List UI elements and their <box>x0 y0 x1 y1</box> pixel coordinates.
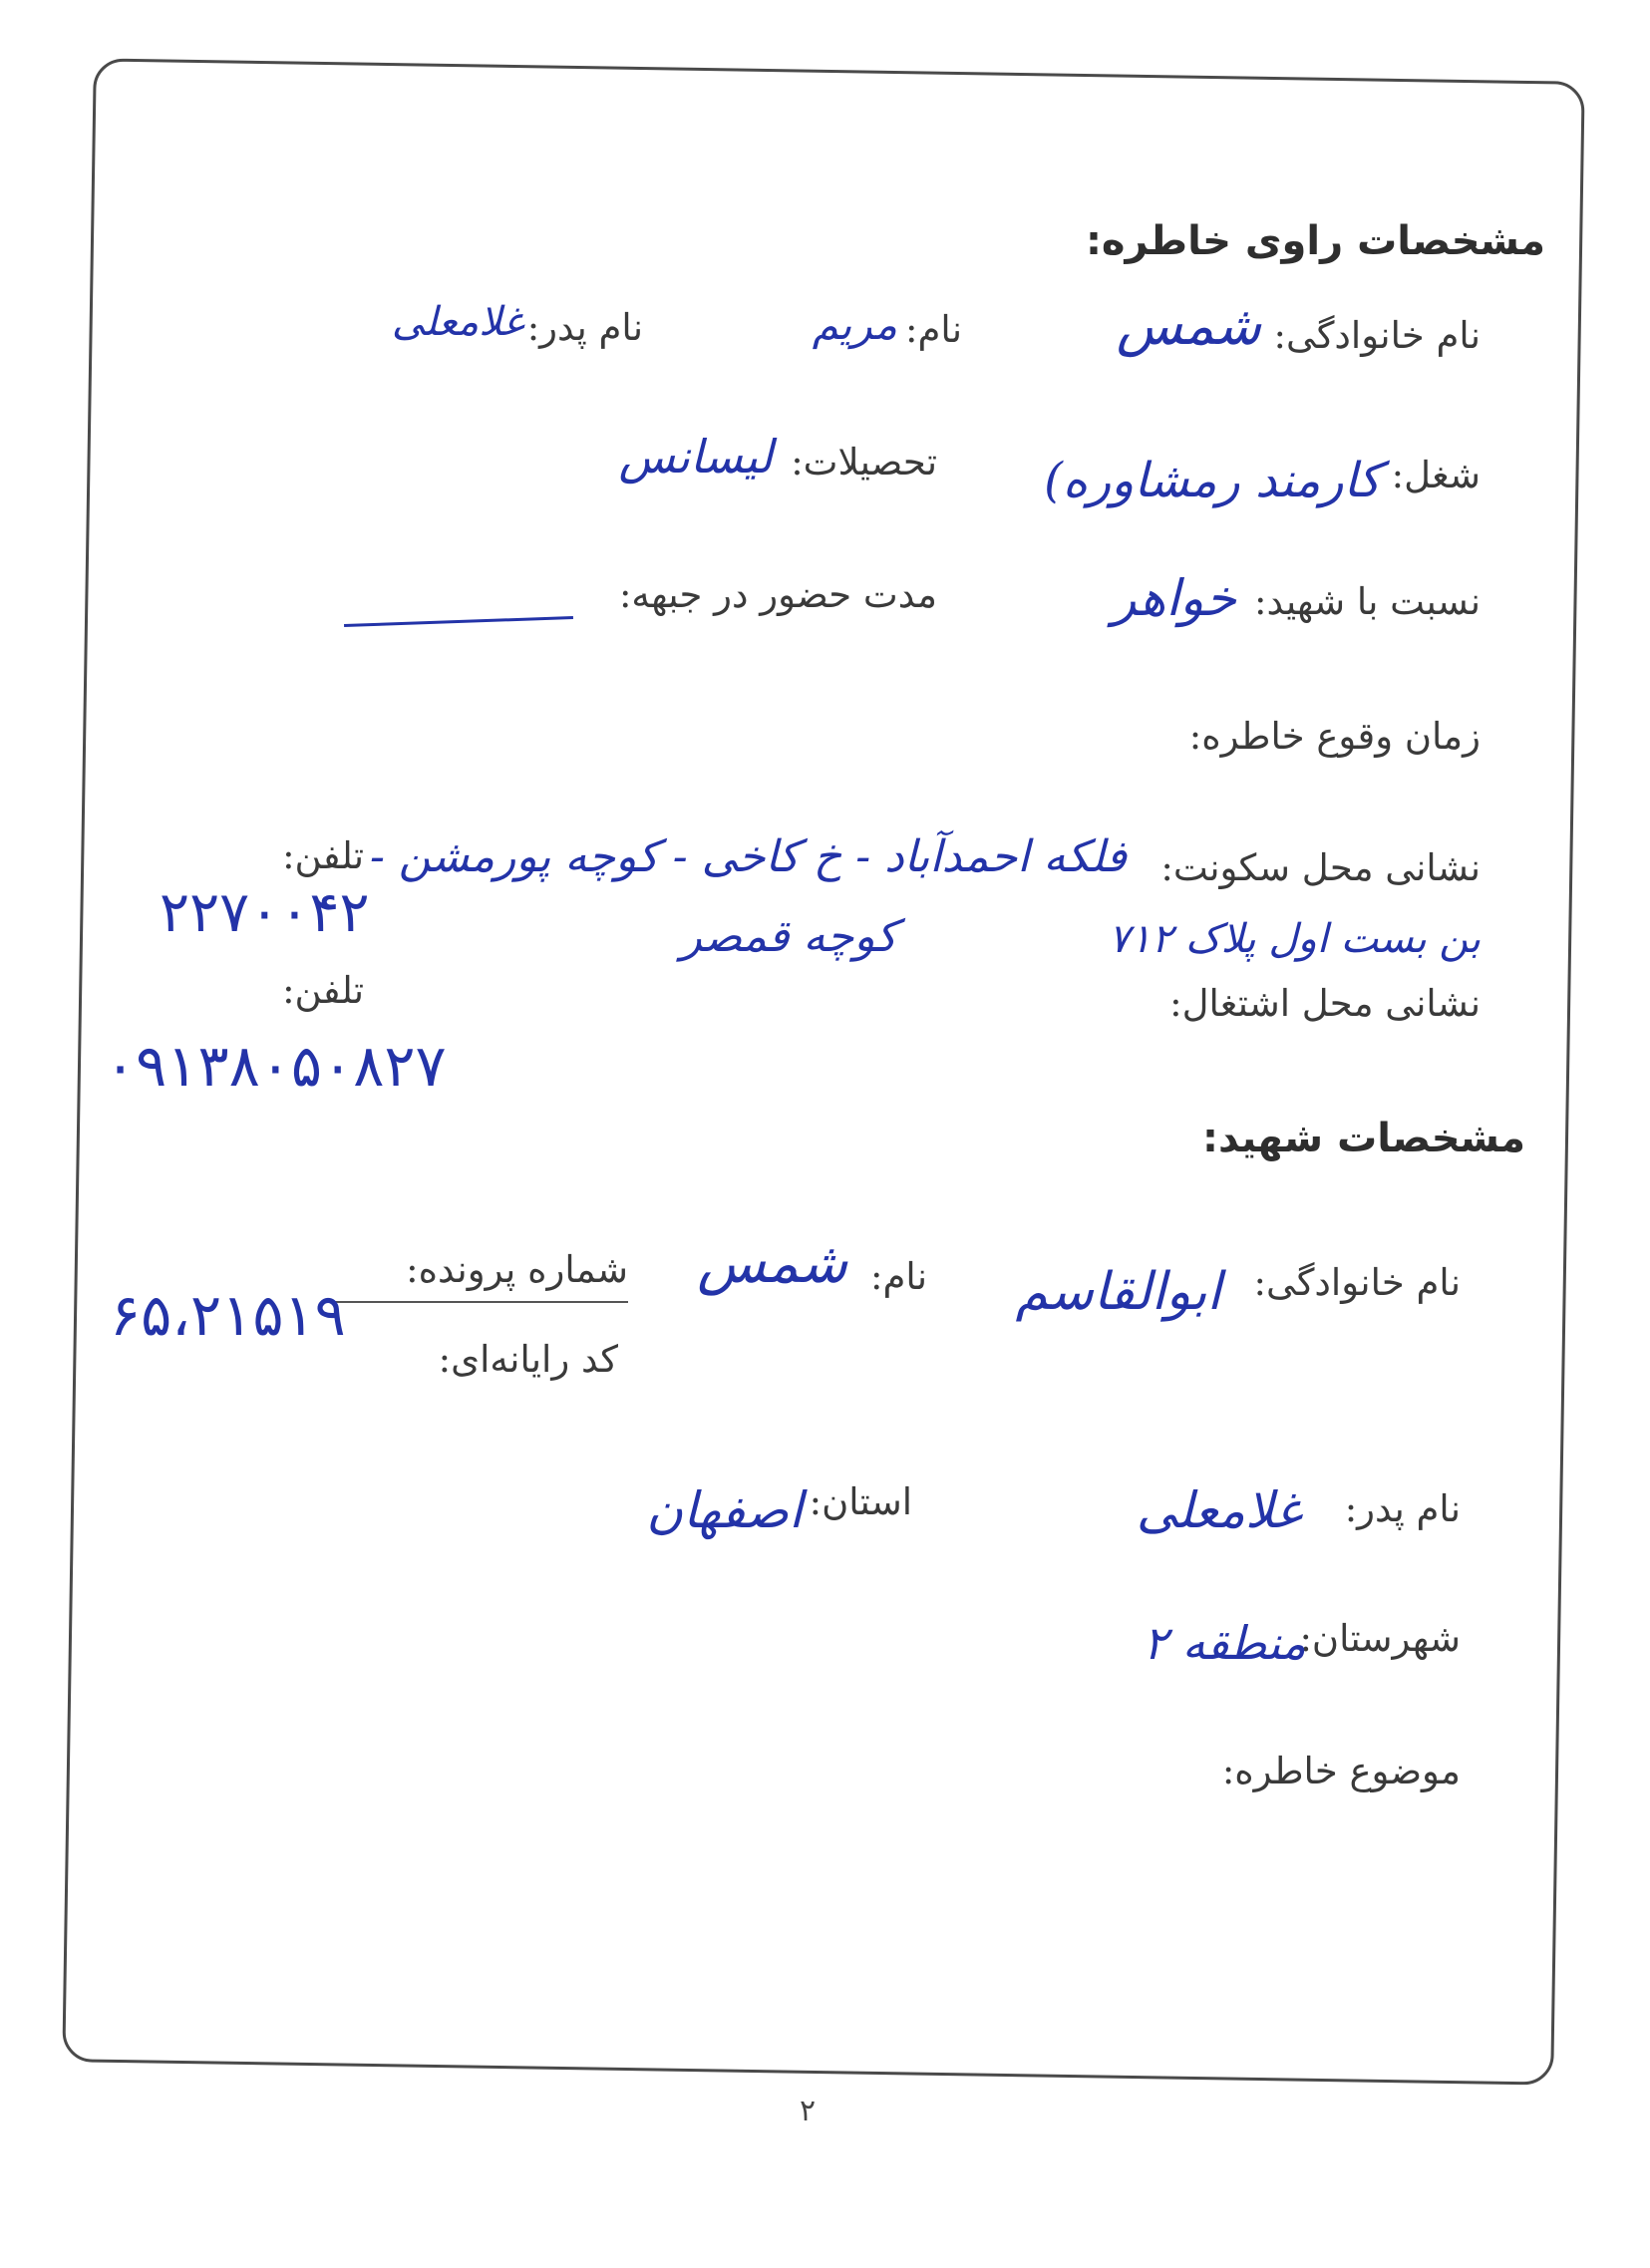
address-value-line1: فلکه احمدآباد - خ کاخی - کوچه پورمشن - <box>369 831 1127 882</box>
work-address-label: نشانی محل اشتغال: <box>1169 982 1481 1025</box>
memory-time-label: زمان وقوع خاطره: <box>1188 715 1481 758</box>
file-number-rule <box>329 1301 628 1303</box>
front-duration-label: مدت حضور در جبهه: <box>618 573 937 616</box>
address-value-line3: بن بست اول پلاک ۷۱۲ <box>1108 916 1481 962</box>
city-value: منطقه ۲ <box>1143 1616 1306 1670</box>
narrator-first-name-label: نام: <box>905 308 962 351</box>
work-phone-label: تلفن: <box>282 969 364 1012</box>
narrator-father-name-label: نام پدر: <box>526 306 643 349</box>
martyr-father-name-label: نام پدر: <box>1344 1487 1461 1530</box>
martyr-first-name-value: شمس <box>697 1231 847 1296</box>
province-label: استان: <box>809 1480 912 1523</box>
computer-code-label: کد رایانه‌ای: <box>438 1338 618 1381</box>
occupation-label: شغل: <box>1391 454 1481 496</box>
occupation-value: کارمند رمشاوره) <box>1044 453 1381 508</box>
education-label: تحصیلات: <box>791 441 937 484</box>
phone-value: ۲۲۷۰۰۴۲ <box>160 880 370 945</box>
page-number: ۲ <box>799 2094 817 2128</box>
narrator-first-name-value: مریم <box>812 300 897 349</box>
phone-label: تلفن: <box>282 834 364 877</box>
address-value-line2: کوچه قمصر <box>680 911 897 962</box>
martyr-family-name-value: ابوالقاسم <box>1015 1262 1221 1322</box>
narrator-section-title: مشخصات راوی خاطره: <box>1085 218 1545 264</box>
file-number-label: شماره پرونده: <box>406 1248 628 1291</box>
education-value: لیسانس <box>618 430 773 484</box>
computer-code-value: ۶۵،۲۱۵۱۹ <box>110 1281 346 1349</box>
narrator-family-name-label: نام خانوادگی: <box>1273 314 1481 357</box>
memory-subject-label: موضوع خاطره: <box>1221 1750 1461 1792</box>
martyr-first-name-label: نام: <box>870 1255 927 1298</box>
martyr-father-name-value: غلامعلی <box>1136 1481 1301 1539</box>
narrator-father-name-value: غلامعلی <box>391 299 523 345</box>
address-label: نشانی محل سکونت: <box>1160 846 1481 889</box>
relation-label: نسبت با شهید: <box>1253 580 1481 623</box>
relation-value: خواهر <box>1112 569 1236 627</box>
work-phone-value: ۰۹۱۳۸۰۵۰۸۲۷ <box>105 1032 447 1100</box>
narrator-family-name-value: شمس <box>1116 294 1261 357</box>
martyr-family-name-label: نام خانوادگی: <box>1253 1261 1461 1304</box>
martyr-section-title: مشخصات شهید: <box>1201 1116 1525 1161</box>
city-label: شهرستان: <box>1299 1617 1461 1660</box>
province-value: اصفهان <box>646 1481 803 1539</box>
